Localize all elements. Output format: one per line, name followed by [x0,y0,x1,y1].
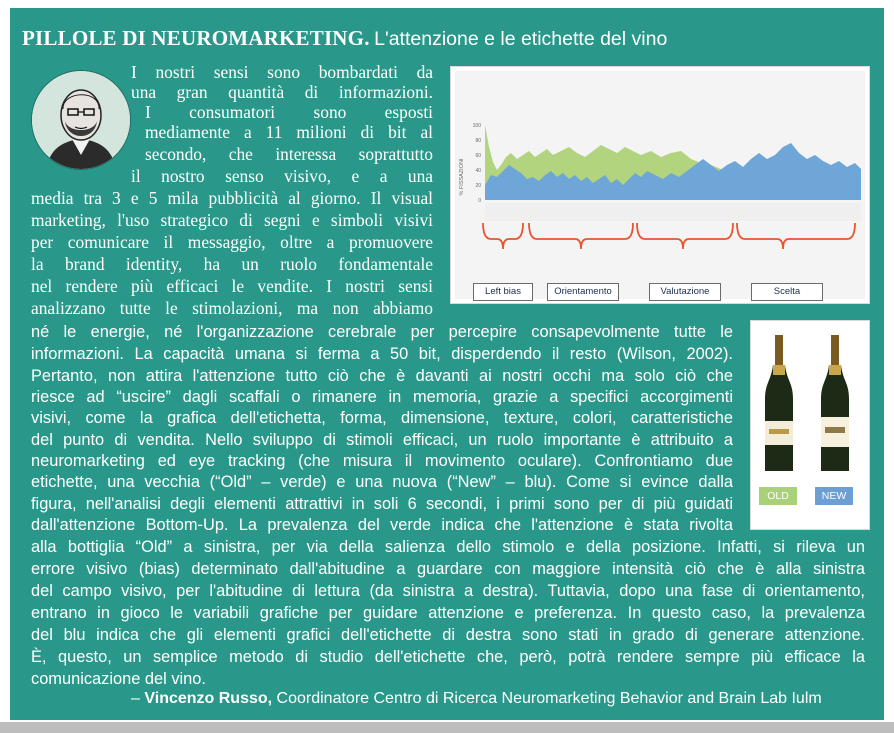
article-title [22,26,667,51]
author-portrait [31,70,131,170]
signature-name: Vincenzo Russo, [144,690,273,707]
text-line-3: I consumatori sono esposti [145,102,433,122]
text-line-2: una gran quantità di informazioni. [131,82,433,102]
phase-label-orientamento: Orientamento [547,283,619,301]
text-line-9: per comunicare il messaggio, oltre a promuovere [31,232,433,252]
new-bottle [821,335,849,471]
text-line-27: del blu indica che gli elementi grafici dell'etichette di destra sono stati in grado di generare attenzione. [31,626,865,644]
text-line-8: marketing, l'uso strategico di segni e simboli visivi [31,210,433,230]
phase-label-valutazione: Valutazione [649,283,721,301]
ytick-40: 40 [475,168,481,174]
text-line-10: la brand identity, ha un ruolo fondamentale [31,254,433,274]
text-line-21: figura, nell'analisi degli elementi attrattivi in soli 6 secondi, i primi sono per di più guidati [31,495,733,513]
text-line-20: etichette, una vecchia (“Old” – verde) e una nuova (“New” – blu). Come si evince dalla [31,473,733,491]
text-line-28: È, questo, un semplice metodo di studio dell'etichette che, però, potrà rendere sempre più efficace la [31,648,865,666]
signature-dash: – [131,690,140,707]
text-line-17: visivi, come la grafica dell'etichetta, forma, dimensione, texture, colori, caratteristiche [31,409,733,427]
text-line-25: del campo visivo, per l'abitudine di lettura (da sinistra a destra). Tuttavia, dopo una fase di orientamento, [31,582,865,600]
title-bold: PILLOLE DI NEUROMARKETING. [22,26,370,50]
text-line-12: analizzano tutte le stimolazioni, ma non abbiamo [31,298,433,318]
chart-ylabel: % FISSAZIONI [459,158,465,196]
new-label-badge: NEW [815,487,853,505]
bottles-figure [750,320,870,530]
text-line-1: I nostri sensi sono bombardati da [131,62,433,82]
text-line-24: errore visivo (bias) determinato dall'abitudine a guardare con maggiore intensità ciò che è alla sinistra [31,560,865,578]
phase-label-left-bias: Left bias [473,283,533,301]
text-line-16: riesce ad “uscire” dagli scaffali o rimanere in memoria, grazie a specifici accorgimenti [31,388,733,406]
page-bottom-strip [0,722,894,733]
text-line-22: dall'attenzione Bottom-Up. La prevalenza del verde indica che l'attenzione è stata rivolta [31,516,733,534]
phase-label-scelta: Scelta [751,283,823,301]
ytick-60: 60 [475,153,481,159]
text-line-7: media tra 3 e 5 mila pubblicità al giorno. Il visual [31,188,433,208]
text-line-5: secondo, che interessa soprattutto [145,144,433,164]
signature-role: Coordinatore Centro di Ricerca Neuromarketing Behavior and Brain Lab Iulm [276,690,822,707]
ytick-100: 100 [472,123,481,129]
text-line-11: nel rendere più efficaci le vendite. I nostri sensi [31,276,433,296]
author-signature [131,690,822,708]
text-line-29: comunicazione del vino. [31,670,206,688]
ytick-0: 0 [478,198,481,204]
text-line-26: entrano in gioco le variabili grafiche per guidare attenzione e preferenza. In questo caso, la prevalenza [31,604,865,622]
old-bottle [765,335,793,471]
ytick-20: 20 [475,183,481,189]
text-line-23: alla bottiglia “Old” a sinistra, per via della salienza dello stimolo e della posizione. Infatti, si rileva un [31,538,865,556]
text-line-13: né le energie, né l'organizzazione cerebrale per percepire consapevolmente tutte le [31,323,733,341]
text-line-18: del punto di vendita. Nello sviluppo di stimoli efficaci, un ruolo importante è attribuito a [31,431,733,449]
text-line-19: neuromarketing ed eye tracking (che misura il movimento oculare). Confrontiamo due [31,452,733,470]
text-line-15: Pertanto, non attira l'attenzione tutto ciò che è davanti ai nostri occhi ma solo ciò che [31,367,733,385]
old-label-badge: OLD [759,487,797,505]
title-subtitle: L'attenzione e le etichette del vino [374,28,668,50]
text-line-6: il nostro senso visivo, e a una [131,166,433,186]
text-line-14: informazioni. La capacità umana si ferma a 50 bit, disperdendo il resto (Wilson, 2002). [31,345,733,363]
eye-tracking-chart [450,66,870,304]
text-line-4: mediamente a 11 milioni di bit al [145,122,433,142]
ytick-80: 80 [475,138,481,144]
